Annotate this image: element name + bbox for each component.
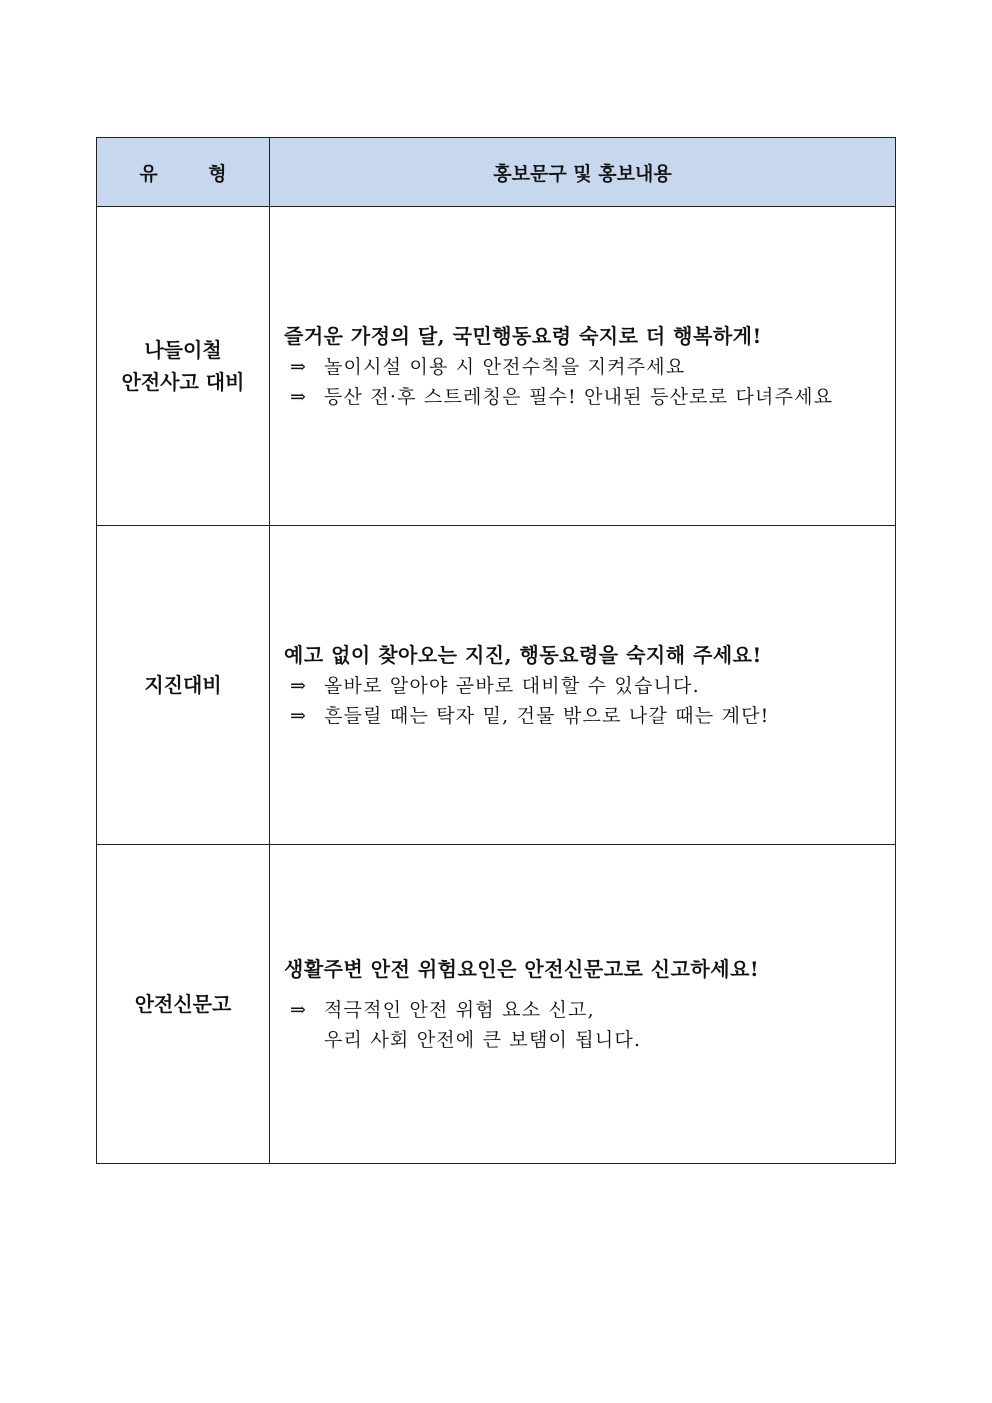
list-item: ⇒ 적극적인 안전 위험 요소 신고,	[284, 995, 895, 1025]
list-item-continuation: 우리 사회 안전에 큰 보탬이 됩니다.	[324, 1029, 642, 1051]
content-cell	[270, 845, 896, 1164]
type-cell: 안전신문고	[97, 845, 270, 1164]
table-row	[97, 526, 896, 845]
table-row	[97, 845, 896, 1164]
list-item: ⇒ 등산 전·후 스트레칭은 필수! 안내된 등산로로 다녀주세요	[284, 382, 895, 412]
content-cell	[270, 207, 896, 526]
arrow-icon: ⇒	[290, 386, 308, 408]
table-header-row	[97, 138, 896, 207]
headline: 생활주변 안전 위험요인은 안전신문고로 신고하세요!	[284, 957, 760, 981]
list-item: ⇒ 올바로 알아야 곧바로 대비할 수 있습니다.	[284, 671, 895, 701]
list-item: ⇒ 흔들릴 때는 탁자 밑, 건물 밖으로 나갈 때는 계단!	[284, 701, 895, 731]
arrow-icon: ⇒	[290, 705, 308, 727]
promo-table	[96, 137, 896, 1164]
arrow-icon: ⇒	[290, 356, 308, 378]
arrow-icon: ⇒	[290, 675, 308, 697]
headline: 즐거운 가정의 달, 국민행동요령 숙지로 더 행복하게!	[284, 324, 762, 348]
table-row	[97, 207, 896, 526]
arrow-icon: ⇒	[290, 999, 308, 1021]
header-content: 홍보문구 및 홍보내용	[270, 138, 896, 207]
headline: 예고 없이 찾아오는 지진, 행동요령을 숙지해 주세요!	[284, 643, 762, 667]
type-cell: 나들이철 안전사고 대비	[97, 207, 270, 526]
header-type: 유 형	[97, 138, 270, 207]
content-cell	[270, 526, 896, 845]
list-item: ⇒ 놀이시설 이용 시 안전수칙을 지켜주세요	[284, 352, 895, 382]
type-cell: 지진대비	[97, 526, 270, 845]
